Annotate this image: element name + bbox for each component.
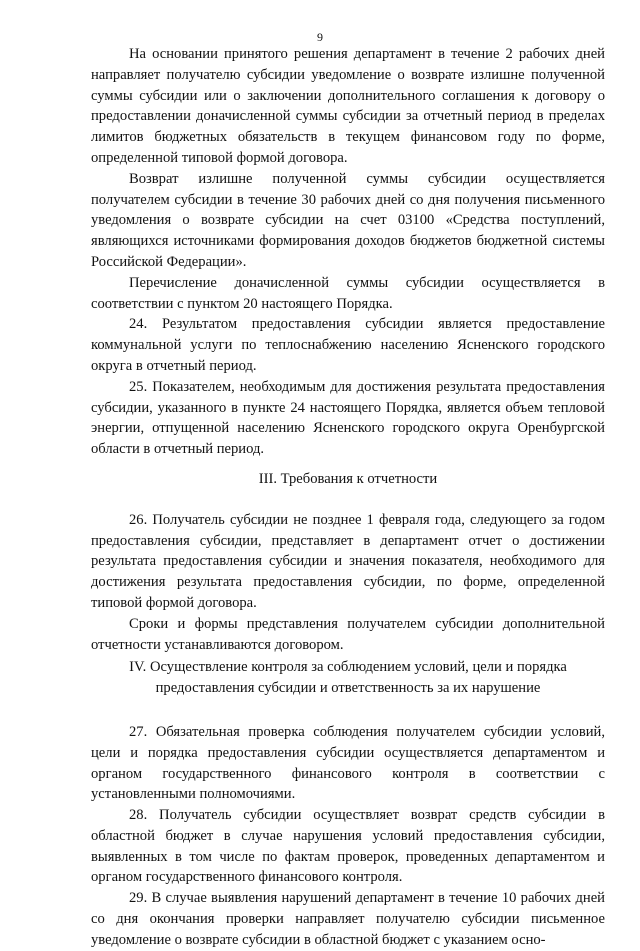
paragraph-item-29: 29. В случае выявления нарушений департамент в течение 10 рабочих дней со дня окончания проверки направляет получателю субсидии письменное уведомление о возврате субсидии в областной бюджет с указанием осно- — [91, 890, 605, 948]
paragraph-item-27: 27. Обязательная проверка соблюдения получателем субсидии условий, цели и порядка предоставления субсидии осуществляется департаментом и органом государственного финансового контроля в соответствии с установленными полномочиями. — [91, 723, 605, 803]
paragraph-item-25: 25. Показателем, необходимым для достижения результата предоставления субсидии, указанного в пункте 24 настоящего Порядка, является объем тепловой энергии, отпущенной населению Ясненского городского округа Оренбургской области в отчетный период. — [91, 378, 605, 458]
paragraph-item-24: 24. Результатом предоставления субсидии является предоставление коммунальной услуги по теплоснабжению населению Ясненского городского округа в отчетный период. — [91, 316, 605, 374]
paragraph-additional-payment: Перечисление доначисленной суммы субсидии осуществляется в соответствии с пунктом 20 настоящего Порядка. — [91, 274, 605, 312]
section-heading-control-line-1: IV. Осуществление контроля за соблюдением условий, цели и порядка — [129, 659, 567, 676]
page-number: 9 — [317, 30, 323, 44]
paragraph-item-28: 28. Получатель субсидии осуществляет возврат средств субсидии в областной бюджет в случае нарушения условий предоставления субсидии, выявленных в том числе по фактам проверок, проведенных департаментом и органом государственного финансового контроля. — [91, 807, 605, 886]
section-heading-control-line-2: предоставления субсидии и ответственность за их нарушение — [155, 680, 541, 697]
section-heading-control — [91, 657, 605, 699]
section-heading-reporting: III. Требования к отчетности — [258, 470, 438, 487]
paragraph-additional-reporting: Сроки и формы представления получателем субсидии дополнительной отчетности устанавливаются договором. — [91, 615, 605, 653]
paragraph-refund-terms: Возврат излишне полученной суммы субсидии осуществляется получателем субсидии в течение 30 рабочих дней со дня получения письменного уведомления о возврате субсидии на счет 03100 «Средства поступлений, являющихся источниками формирования доходов бюджетов бюджетной системы Российской Федерации». — [91, 170, 605, 270]
paragraph-refund-notice: На основании принятого решения департамент в течение 2 рабочих дней направляет получателю субсидии уведомление о возврате излишне полученной суммы субсидии или о заключении дополнительного соглашения к договору о предоставлении доначисленной суммы субсидии за отчетный период в пределах лимитов бюджетных обязательств в текущем финансовом году по форме, определенной типовой формой договора. — [91, 46, 605, 166]
paragraph-item-26: 26. Получатель субсидии не позднее 1 февраля года, следующего за годом предоставления субсидии, представляет в департамент отчет о достижении результата предоставления субсидии и значения показателя, необходимого для достижения результата предоставления субсидии, по форме, определенной типовой формой договора. — [91, 511, 605, 611]
document-body — [91, 44, 605, 951]
